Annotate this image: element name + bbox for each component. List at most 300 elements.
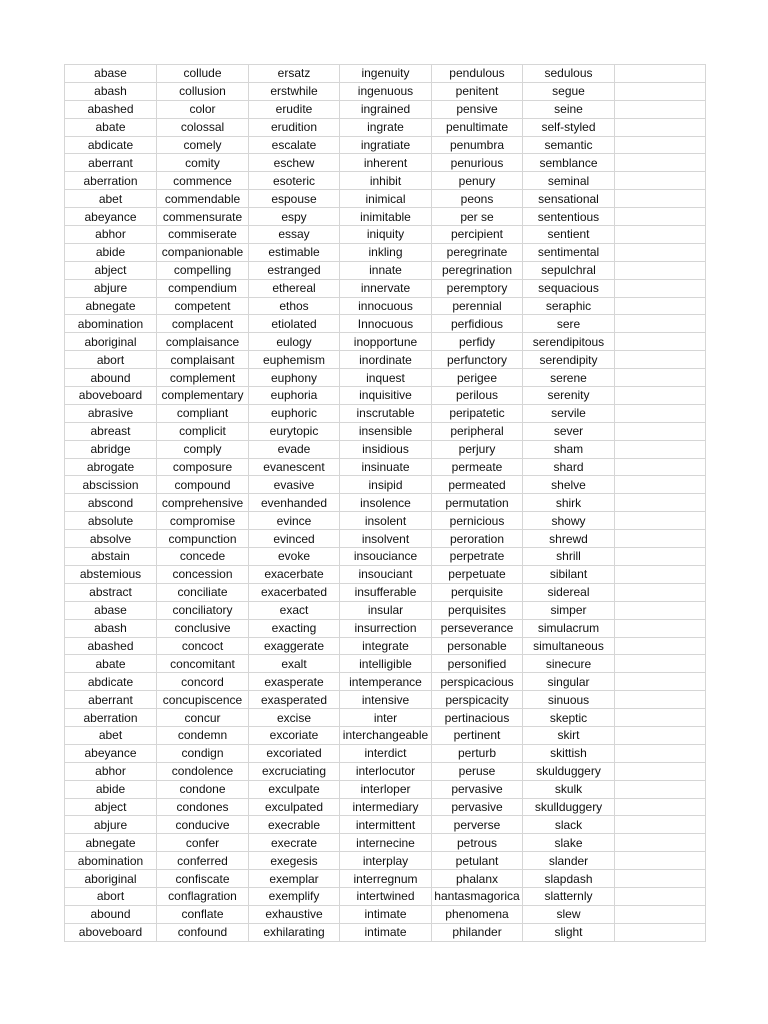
table-cell-col-a[interactable]: abstract	[65, 583, 157, 601]
table-cell-col-d[interactable]: ingrained	[340, 100, 432, 118]
table-cell-col-b[interactable]: complementary	[157, 387, 249, 405]
table-cell-col-g[interactable]	[615, 583, 706, 601]
table-cell-col-d[interactable]: interplay	[340, 852, 432, 870]
table-cell-col-b[interactable]: concupiscence	[157, 691, 249, 709]
table-cell-col-f[interactable]: sere	[523, 315, 615, 333]
table-cell-col-c[interactable]: exalt	[249, 655, 340, 673]
table-cell-col-b[interactable]: conciliatory	[157, 601, 249, 619]
table-cell-col-g[interactable]	[615, 691, 706, 709]
table-cell-col-g[interactable]	[615, 798, 706, 816]
table-cell-col-a[interactable]: abjure	[65, 279, 157, 297]
table-cell-col-f[interactable]: semantic	[523, 136, 615, 154]
table-cell-col-d[interactable]: insinuate	[340, 458, 432, 476]
table-cell-col-f[interactable]: seminal	[523, 172, 615, 190]
table-cell-col-a[interactable]: abet	[65, 726, 157, 744]
table-cell-col-e[interactable]: peregrination	[432, 261, 523, 279]
table-cell-col-d[interactable]: interchangeable	[340, 726, 432, 744]
table-cell-col-e[interactable]: pernicious	[432, 512, 523, 530]
table-cell-col-c[interactable]: exacerbated	[249, 583, 340, 601]
table-cell-col-g[interactable]	[615, 780, 706, 798]
table-cell-col-g[interactable]	[615, 422, 706, 440]
table-cell-col-e[interactable]: perfidious	[432, 315, 523, 333]
table-cell-col-b[interactable]: confiscate	[157, 870, 249, 888]
table-cell-col-f[interactable]: self-styled	[523, 118, 615, 136]
table-cell-col-f[interactable]: shard	[523, 458, 615, 476]
table-cell-col-a[interactable]: abash	[65, 82, 157, 100]
table-cell-col-d[interactable]: interlocutor	[340, 762, 432, 780]
table-cell-col-e[interactable]: perilous	[432, 387, 523, 405]
table-cell-col-a[interactable]: abomination	[65, 852, 157, 870]
table-cell-col-c[interactable]: excise	[249, 709, 340, 727]
table-cell-col-f[interactable]: serenity	[523, 387, 615, 405]
table-cell-col-d[interactable]: intimate	[340, 905, 432, 923]
table-cell-col-g[interactable]	[615, 655, 706, 673]
table-cell-col-d[interactable]: insidious	[340, 440, 432, 458]
table-cell-col-a[interactable]: aboveboard	[65, 923, 157, 941]
table-cell-col-c[interactable]: espouse	[249, 190, 340, 208]
table-cell-col-c[interactable]: esoteric	[249, 172, 340, 190]
table-cell-col-c[interactable]: evince	[249, 512, 340, 530]
table-cell-col-f[interactable]: sentimental	[523, 243, 615, 261]
table-cell-col-e[interactable]: peripatetic	[432, 404, 523, 422]
table-cell-col-g[interactable]	[615, 226, 706, 244]
table-cell-col-e[interactable]: perfunctory	[432, 351, 523, 369]
table-cell-col-d[interactable]: innate	[340, 261, 432, 279]
table-cell-col-e[interactable]: perennial	[432, 297, 523, 315]
table-cell-col-a[interactable]: abound	[65, 369, 157, 387]
table-cell-col-f[interactable]: sidereal	[523, 583, 615, 601]
table-cell-col-f[interactable]: sibilant	[523, 565, 615, 583]
table-cell-col-g[interactable]	[615, 82, 706, 100]
table-cell-col-a[interactable]: abnegate	[65, 297, 157, 315]
table-cell-col-b[interactable]: conflagration	[157, 887, 249, 905]
table-cell-col-e[interactable]: petrous	[432, 834, 523, 852]
table-cell-col-c[interactable]: exemplar	[249, 870, 340, 888]
table-cell-col-g[interactable]	[615, 494, 706, 512]
table-cell-col-d[interactable]: innocuous	[340, 297, 432, 315]
table-cell-col-e[interactable]: perspicacity	[432, 691, 523, 709]
table-cell-col-d[interactable]: insolent	[340, 512, 432, 530]
table-cell-col-c[interactable]: exculpate	[249, 780, 340, 798]
table-cell-col-d[interactable]: intermediary	[340, 798, 432, 816]
table-cell-col-g[interactable]	[615, 65, 706, 83]
table-cell-col-a[interactable]: aberration	[65, 172, 157, 190]
table-cell-col-c[interactable]: exacting	[249, 619, 340, 637]
table-cell-col-a[interactable]: abscission	[65, 476, 157, 494]
table-cell-col-e[interactable]: hantasmagorica	[432, 887, 523, 905]
table-cell-col-f[interactable]: slapdash	[523, 870, 615, 888]
table-cell-col-f[interactable]: simultaneous	[523, 637, 615, 655]
table-cell-col-e[interactable]: perseverance	[432, 619, 523, 637]
table-cell-col-d[interactable]: interloper	[340, 780, 432, 798]
table-cell-col-d[interactable]: intermittent	[340, 816, 432, 834]
table-cell-col-a[interactable]: aboriginal	[65, 870, 157, 888]
table-cell-col-c[interactable]: execrable	[249, 816, 340, 834]
table-cell-col-d[interactable]: Innocuous	[340, 315, 432, 333]
table-cell-col-b[interactable]: complaisant	[157, 351, 249, 369]
table-cell-col-b[interactable]: condone	[157, 780, 249, 798]
table-cell-col-g[interactable]	[615, 351, 706, 369]
table-cell-col-e[interactable]: pendulous	[432, 65, 523, 83]
table-cell-col-d[interactable]: intertwined	[340, 887, 432, 905]
table-cell-col-d[interactable]: inordinate	[340, 351, 432, 369]
table-cell-col-e[interactable]: peremptory	[432, 279, 523, 297]
table-cell-col-e[interactable]: pervasive	[432, 798, 523, 816]
table-cell-col-f[interactable]: semblance	[523, 154, 615, 172]
table-cell-col-d[interactable]: insensible	[340, 422, 432, 440]
table-cell-col-d[interactable]: inimical	[340, 190, 432, 208]
table-cell-col-f[interactable]: skulk	[523, 780, 615, 798]
table-cell-col-a[interactable]: abreast	[65, 422, 157, 440]
table-cell-col-e[interactable]: peroration	[432, 530, 523, 548]
table-cell-col-b[interactable]: compelling	[157, 261, 249, 279]
table-cell-col-f[interactable]: sententious	[523, 208, 615, 226]
table-cell-col-a[interactable]: abrasive	[65, 404, 157, 422]
table-cell-col-d[interactable]: inscrutable	[340, 404, 432, 422]
table-cell-col-c[interactable]: ethereal	[249, 279, 340, 297]
table-cell-col-f[interactable]: skirt	[523, 726, 615, 744]
table-cell-col-d[interactable]: ingenuous	[340, 82, 432, 100]
table-cell-col-c[interactable]: exegesis	[249, 852, 340, 870]
table-cell-col-g[interactable]	[615, 100, 706, 118]
table-cell-col-a[interactable]: abort	[65, 351, 157, 369]
table-cell-col-f[interactable]: shelve	[523, 476, 615, 494]
table-cell-col-a[interactable]: aberrant	[65, 154, 157, 172]
table-cell-col-g[interactable]	[615, 261, 706, 279]
table-cell-col-g[interactable]	[615, 369, 706, 387]
table-cell-col-c[interactable]: excoriated	[249, 744, 340, 762]
table-cell-col-g[interactable]	[615, 619, 706, 637]
table-cell-col-f[interactable]: skittish	[523, 744, 615, 762]
table-cell-col-c[interactable]: evade	[249, 440, 340, 458]
table-cell-col-d[interactable]: ingenuity	[340, 65, 432, 83]
table-cell-col-g[interactable]	[615, 923, 706, 941]
table-cell-col-e[interactable]: phenomena	[432, 905, 523, 923]
table-cell-col-d[interactable]: innervate	[340, 279, 432, 297]
table-cell-col-c[interactable]: exaggerate	[249, 637, 340, 655]
table-cell-col-b[interactable]: concession	[157, 565, 249, 583]
table-cell-col-d[interactable]: intelligible	[340, 655, 432, 673]
table-cell-col-c[interactable]: execrate	[249, 834, 340, 852]
table-cell-col-b[interactable]: condolence	[157, 762, 249, 780]
table-cell-col-b[interactable]: condones	[157, 798, 249, 816]
table-cell-col-g[interactable]	[615, 315, 706, 333]
table-cell-col-c[interactable]: exasperated	[249, 691, 340, 709]
table-cell-col-b[interactable]: commence	[157, 172, 249, 190]
table-cell-col-a[interactable]: abjure	[65, 816, 157, 834]
table-cell-col-g[interactable]	[615, 404, 706, 422]
table-cell-col-e[interactable]: personified	[432, 655, 523, 673]
table-cell-col-g[interactable]	[615, 440, 706, 458]
table-cell-col-d[interactable]: inherent	[340, 154, 432, 172]
table-cell-col-g[interactable]	[615, 870, 706, 888]
table-cell-col-c[interactable]: exact	[249, 601, 340, 619]
table-cell-col-e[interactable]: permeated	[432, 476, 523, 494]
table-cell-col-c[interactable]: exasperate	[249, 673, 340, 691]
table-cell-col-f[interactable]: sequacious	[523, 279, 615, 297]
table-cell-col-b[interactable]: comprehensive	[157, 494, 249, 512]
table-cell-col-b[interactable]: conducive	[157, 816, 249, 834]
table-cell-col-g[interactable]	[615, 673, 706, 691]
table-cell-col-e[interactable]: perspicacious	[432, 673, 523, 691]
table-cell-col-b[interactable]: commiserate	[157, 226, 249, 244]
table-cell-col-f[interactable]: simper	[523, 601, 615, 619]
table-cell-col-g[interactable]	[615, 387, 706, 405]
table-cell-col-e[interactable]: peruse	[432, 762, 523, 780]
table-cell-col-g[interactable]	[615, 744, 706, 762]
table-cell-col-g[interactable]	[615, 208, 706, 226]
table-cell-col-f[interactable]: shrewd	[523, 530, 615, 548]
table-cell-col-a[interactable]: abrogate	[65, 458, 157, 476]
table-cell-col-d[interactable]: insular	[340, 601, 432, 619]
table-cell-col-e[interactable]: peons	[432, 190, 523, 208]
table-cell-col-b[interactable]: collude	[157, 65, 249, 83]
table-cell-col-g[interactable]	[615, 297, 706, 315]
table-cell-col-d[interactable]: insouciant	[340, 565, 432, 583]
table-cell-col-b[interactable]: comply	[157, 440, 249, 458]
table-cell-col-e[interactable]: perjury	[432, 440, 523, 458]
table-cell-col-f[interactable]: slight	[523, 923, 615, 941]
table-cell-col-d[interactable]: insolence	[340, 494, 432, 512]
table-cell-col-c[interactable]: essay	[249, 226, 340, 244]
table-cell-col-c[interactable]: eurytopic	[249, 422, 340, 440]
table-cell-col-g[interactable]	[615, 512, 706, 530]
table-cell-col-d[interactable]: inquest	[340, 369, 432, 387]
table-cell-col-b[interactable]: condemn	[157, 726, 249, 744]
table-cell-col-a[interactable]: abhor	[65, 762, 157, 780]
table-cell-col-a[interactable]: abdicate	[65, 673, 157, 691]
table-cell-col-e[interactable]: personable	[432, 637, 523, 655]
table-cell-col-f[interactable]: slack	[523, 816, 615, 834]
table-cell-col-a[interactable]: absolve	[65, 530, 157, 548]
table-cell-col-c[interactable]: erudition	[249, 118, 340, 136]
table-cell-col-e[interactable]: perigee	[432, 369, 523, 387]
table-cell-col-d[interactable]: inquisitive	[340, 387, 432, 405]
table-cell-col-a[interactable]: aberration	[65, 709, 157, 727]
table-cell-col-e[interactable]: permeate	[432, 458, 523, 476]
table-cell-col-f[interactable]: sever	[523, 422, 615, 440]
table-cell-col-a[interactable]: abound	[65, 905, 157, 923]
table-cell-col-c[interactable]: estimable	[249, 243, 340, 261]
table-cell-col-c[interactable]: exhaustive	[249, 905, 340, 923]
table-cell-col-c[interactable]: evanescent	[249, 458, 340, 476]
table-cell-col-e[interactable]: penumbra	[432, 136, 523, 154]
table-cell-col-e[interactable]: perturb	[432, 744, 523, 762]
table-cell-col-c[interactable]: exemplify	[249, 887, 340, 905]
table-cell-col-a[interactable]: abject	[65, 798, 157, 816]
table-cell-col-d[interactable]: internecine	[340, 834, 432, 852]
table-cell-col-d[interactable]: inkling	[340, 243, 432, 261]
table-cell-col-c[interactable]: euphony	[249, 369, 340, 387]
table-cell-col-b[interactable]: comely	[157, 136, 249, 154]
table-cell-col-b[interactable]: complacent	[157, 315, 249, 333]
table-cell-col-f[interactable]: sinecure	[523, 655, 615, 673]
table-cell-col-f[interactable]: slew	[523, 905, 615, 923]
table-cell-col-d[interactable]: iniquity	[340, 226, 432, 244]
table-cell-col-a[interactable]: abase	[65, 601, 157, 619]
table-cell-col-e[interactable]: perpetuate	[432, 565, 523, 583]
table-cell-col-b[interactable]: collusion	[157, 82, 249, 100]
table-cell-col-c[interactable]: ethos	[249, 297, 340, 315]
table-cell-col-e[interactable]: penultimate	[432, 118, 523, 136]
table-cell-col-a[interactable]: abate	[65, 655, 157, 673]
table-cell-col-d[interactable]: insufferable	[340, 583, 432, 601]
table-cell-col-a[interactable]: abash	[65, 619, 157, 637]
table-cell-col-c[interactable]: euphoric	[249, 404, 340, 422]
table-cell-col-a[interactable]: absolute	[65, 512, 157, 530]
table-cell-col-a[interactable]: abdicate	[65, 136, 157, 154]
table-cell-col-a[interactable]: abashed	[65, 100, 157, 118]
table-cell-col-b[interactable]: commensurate	[157, 208, 249, 226]
table-cell-col-e[interactable]: pertinent	[432, 726, 523, 744]
table-cell-col-c[interactable]: erudite	[249, 100, 340, 118]
table-cell-col-g[interactable]	[615, 190, 706, 208]
table-cell-col-c[interactable]: evasive	[249, 476, 340, 494]
table-cell-col-f[interactable]: skeptic	[523, 709, 615, 727]
table-cell-col-g[interactable]	[615, 762, 706, 780]
table-cell-col-e[interactable]: penurious	[432, 154, 523, 172]
table-cell-col-a[interactable]: abridge	[65, 440, 157, 458]
table-cell-col-f[interactable]: shrill	[523, 548, 615, 566]
table-cell-col-b[interactable]: concord	[157, 673, 249, 691]
table-cell-col-g[interactable]	[615, 476, 706, 494]
table-cell-col-g[interactable]	[615, 709, 706, 727]
table-cell-col-a[interactable]: abscond	[65, 494, 157, 512]
table-cell-col-f[interactable]: slander	[523, 852, 615, 870]
table-cell-col-g[interactable]	[615, 834, 706, 852]
table-cell-col-f[interactable]: sedulous	[523, 65, 615, 83]
table-cell-col-e[interactable]: pensive	[432, 100, 523, 118]
table-cell-col-d[interactable]: insurrection	[340, 619, 432, 637]
table-cell-col-d[interactable]: intimate	[340, 923, 432, 941]
table-cell-col-a[interactable]: abeyance	[65, 744, 157, 762]
table-cell-col-a[interactable]: abide	[65, 780, 157, 798]
table-cell-col-c[interactable]: exculpated	[249, 798, 340, 816]
table-cell-col-b[interactable]: complicit	[157, 422, 249, 440]
table-cell-col-c[interactable]: euphoria	[249, 387, 340, 405]
table-cell-col-d[interactable]: insipid	[340, 476, 432, 494]
table-cell-col-e[interactable]: perpetrate	[432, 548, 523, 566]
table-cell-col-g[interactable]	[615, 548, 706, 566]
table-cell-col-g[interactable]	[615, 565, 706, 583]
table-cell-col-c[interactable]: exacerbate	[249, 565, 340, 583]
table-cell-col-a[interactable]: abstemious	[65, 565, 157, 583]
table-cell-col-c[interactable]: erstwhile	[249, 82, 340, 100]
table-cell-col-c[interactable]: etiolated	[249, 315, 340, 333]
table-cell-col-a[interactable]: aboriginal	[65, 333, 157, 351]
table-cell-col-c[interactable]: exhilarating	[249, 923, 340, 941]
table-cell-col-d[interactable]: inter	[340, 709, 432, 727]
table-cell-col-e[interactable]: petulant	[432, 852, 523, 870]
table-cell-col-b[interactable]: color	[157, 100, 249, 118]
table-cell-col-f[interactable]: segue	[523, 82, 615, 100]
table-cell-col-c[interactable]: euphemism	[249, 351, 340, 369]
table-cell-col-a[interactable]: abashed	[65, 637, 157, 655]
table-cell-col-e[interactable]: perfidy	[432, 333, 523, 351]
table-cell-col-d[interactable]: integrate	[340, 637, 432, 655]
table-cell-col-d[interactable]: interdict	[340, 744, 432, 762]
table-cell-col-f[interactable]: showy	[523, 512, 615, 530]
table-cell-col-c[interactable]: evenhanded	[249, 494, 340, 512]
table-cell-col-c[interactable]: ersatz	[249, 65, 340, 83]
table-cell-col-a[interactable]: abate	[65, 118, 157, 136]
table-cell-col-c[interactable]: espy	[249, 208, 340, 226]
table-cell-col-g[interactable]	[615, 816, 706, 834]
table-cell-col-a[interactable]: abstain	[65, 548, 157, 566]
table-cell-col-b[interactable]: confound	[157, 923, 249, 941]
table-cell-col-d[interactable]: inimitable	[340, 208, 432, 226]
table-cell-col-b[interactable]: conferred	[157, 852, 249, 870]
table-cell-col-e[interactable]: permutation	[432, 494, 523, 512]
table-cell-col-f[interactable]: shirk	[523, 494, 615, 512]
table-cell-col-e[interactable]: percipient	[432, 226, 523, 244]
table-cell-col-b[interactable]: concede	[157, 548, 249, 566]
table-cell-col-f[interactable]: sepulchral	[523, 261, 615, 279]
table-cell-col-c[interactable]: eschew	[249, 154, 340, 172]
table-cell-col-f[interactable]: servile	[523, 404, 615, 422]
table-cell-col-f[interactable]: slatternly	[523, 887, 615, 905]
table-cell-col-a[interactable]: abomination	[65, 315, 157, 333]
table-cell-col-b[interactable]: confer	[157, 834, 249, 852]
table-cell-col-g[interactable]	[615, 726, 706, 744]
table-cell-col-a[interactable]: aboveboard	[65, 387, 157, 405]
table-cell-col-e[interactable]: per se	[432, 208, 523, 226]
table-cell-col-e[interactable]: peripheral	[432, 422, 523, 440]
table-cell-col-a[interactable]: abhor	[65, 226, 157, 244]
table-cell-col-b[interactable]: compound	[157, 476, 249, 494]
table-cell-col-g[interactable]	[615, 905, 706, 923]
table-cell-col-b[interactable]: companionable	[157, 243, 249, 261]
table-cell-col-b[interactable]: compliant	[157, 404, 249, 422]
table-cell-col-d[interactable]: insouciance	[340, 548, 432, 566]
table-cell-col-e[interactable]: pertinacious	[432, 709, 523, 727]
table-cell-col-c[interactable]: evoke	[249, 548, 340, 566]
table-cell-col-c[interactable]: escalate	[249, 136, 340, 154]
table-cell-col-f[interactable]: simulacrum	[523, 619, 615, 637]
table-cell-col-c[interactable]: evinced	[249, 530, 340, 548]
table-cell-col-g[interactable]	[615, 887, 706, 905]
table-cell-col-g[interactable]	[615, 530, 706, 548]
table-cell-col-f[interactable]: skullduggery	[523, 798, 615, 816]
table-cell-col-e[interactable]: perverse	[432, 816, 523, 834]
table-cell-col-b[interactable]: complement	[157, 369, 249, 387]
table-cell-col-f[interactable]: sensational	[523, 190, 615, 208]
table-cell-col-f[interactable]: serendipitous	[523, 333, 615, 351]
table-cell-col-b[interactable]: colossal	[157, 118, 249, 136]
table-cell-col-f[interactable]: sham	[523, 440, 615, 458]
table-cell-col-d[interactable]: ingrate	[340, 118, 432, 136]
table-cell-col-b[interactable]: compromise	[157, 512, 249, 530]
table-cell-col-f[interactable]: seine	[523, 100, 615, 118]
table-cell-col-a[interactable]: aberrant	[65, 691, 157, 709]
table-cell-col-g[interactable]	[615, 154, 706, 172]
table-cell-col-e[interactable]: peregrinate	[432, 243, 523, 261]
table-cell-col-f[interactable]: serene	[523, 369, 615, 387]
table-cell-col-e[interactable]: perquisites	[432, 601, 523, 619]
table-cell-col-b[interactable]: compunction	[157, 530, 249, 548]
table-cell-col-c[interactable]: estranged	[249, 261, 340, 279]
table-cell-col-g[interactable]	[615, 333, 706, 351]
table-cell-col-g[interactable]	[615, 243, 706, 261]
table-cell-col-g[interactable]	[615, 279, 706, 297]
table-cell-col-d[interactable]: intemperance	[340, 673, 432, 691]
table-cell-col-f[interactable]: skulduggery	[523, 762, 615, 780]
table-cell-col-d[interactable]: ingratiate	[340, 136, 432, 154]
table-cell-col-d[interactable]: intensive	[340, 691, 432, 709]
table-cell-col-c[interactable]: excoriate	[249, 726, 340, 744]
table-cell-col-a[interactable]: abet	[65, 190, 157, 208]
table-cell-col-g[interactable]	[615, 852, 706, 870]
